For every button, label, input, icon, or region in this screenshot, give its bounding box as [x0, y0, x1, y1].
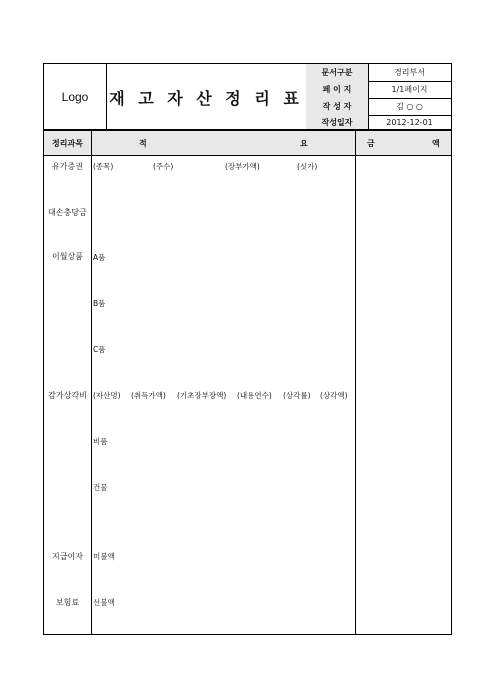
account-bad-debt: 대손충당금	[48, 208, 87, 217]
meta-label-doc-type: 문서구분	[306, 64, 368, 81]
divider	[355, 131, 356, 635]
divider	[91, 131, 92, 635]
meta-label-page: 페 이 지	[306, 81, 368, 98]
column-header-summary-left: 적	[139, 138, 147, 148]
meta-label-author: 작 성 자	[306, 98, 368, 115]
depreciation-col-asset: (자산명)	[93, 391, 121, 400]
securities-col-market-value: (싯가)	[297, 162, 318, 171]
column-header-amount-left: 금	[367, 138, 375, 148]
column-header-account: 정리과목	[52, 138, 83, 148]
securities-col-shares: (주수)	[153, 162, 174, 171]
page-title: 재 고 자 산 정 리 표	[109, 88, 303, 108]
divider	[43, 155, 452, 156]
depreciation-building: 건물	[93, 483, 108, 492]
interest-unpaid: 미불액	[93, 552, 115, 561]
account-insurance: 보험료	[55, 598, 80, 607]
goods-item-c: C품	[93, 345, 106, 354]
account-goods: 이월상품	[52, 252, 83, 261]
meta-value-doc-type: 경리부서	[394, 68, 425, 77]
depreciation-col-rate: (상각률)	[283, 391, 311, 400]
goods-item-a: A품	[93, 253, 106, 262]
depreciation-col-book: (기초장부장액)	[177, 391, 227, 400]
insurance-prepaid: 선불액	[93, 598, 115, 607]
logo: Logo	[61, 90, 89, 104]
meta-value-page: 1/1페이지	[391, 85, 428, 94]
meta-label-date: 작성일자	[306, 115, 368, 130]
column-header-summary-right: 요	[300, 138, 308, 148]
depreciation-col-amount: (상각액)	[320, 391, 348, 400]
depreciation-col-life: (내용연수)	[237, 391, 272, 400]
meta-value-date: 2012-12-01	[386, 118, 433, 127]
securities-col-book-value: (장부가액)	[225, 162, 260, 171]
account-interest: 지급이자	[52, 552, 83, 561]
depreciation-col-acquisition: (취득가액)	[131, 391, 166, 400]
meta-value-author: 김 ○ ○	[396, 102, 423, 111]
depreciation-fixtures: 비품	[93, 437, 108, 446]
goods-item-b: B품	[93, 299, 106, 308]
column-header-row	[44, 131, 451, 155]
account-depreciation: 감가상각비	[48, 391, 87, 400]
securities-col-item: (종목)	[93, 162, 114, 171]
column-header-amount-right: 액	[432, 138, 440, 148]
account-securities: 유가증권	[52, 162, 83, 171]
